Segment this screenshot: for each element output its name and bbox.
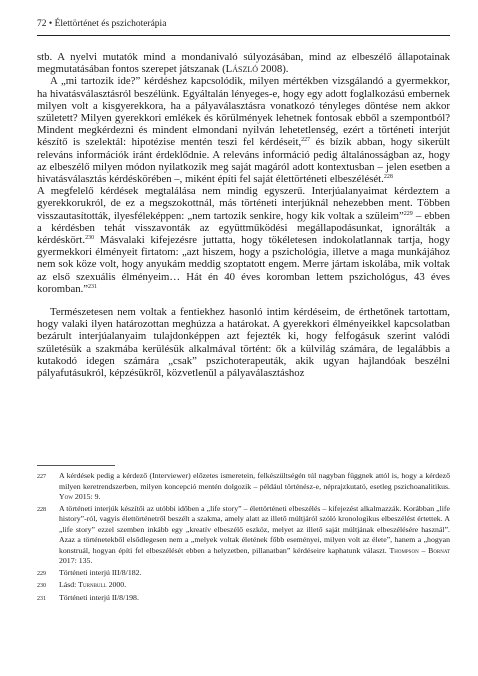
footnote-body: A történeti interjúk készítői az utóbbi időben a „life story” – élettörténeti elbeszélés – kifejezést alkalmazzák. Korábban „life history”-ról, vagyis élettörténetről beszélt a szakma, amely alatt az illető múltjáról szóló kronologikus elbeszélést értettek. A „life story” ezzel szemben inkább egy „kreatív elbeszélő eszköz, melyet az illető saját múltjának elbeszélésére használ”. Azaz a történetekből elsődlegesen nem a „melyek voltak életének főbb eseményei, milyen volt az élete”, hanem a „hogyan konstruál, hogyan építi fel elbeszélését ebben a helyzetben, pillanatban” kérdéseire kaphatunk választ. bbox=[59, 503, 450, 555]
footnote-body: Lásd: bbox=[59, 580, 79, 589]
footnote-ref-227[interactable]: 227 bbox=[301, 137, 311, 144]
footnote-228 bbox=[37, 504, 450, 567]
footnote-citation: Yow bbox=[59, 492, 73, 501]
running-header bbox=[37, 17, 451, 33]
citation-laszlo: László bbox=[225, 63, 259, 76]
paragraph-3-text-b: – ebben a kérdésben tehát visszavonták az együttműködési megállapodásunkat, ignorálták a kérdéskört. bbox=[37, 209, 450, 247]
footnote-ref-228[interactable]: 228 bbox=[383, 174, 393, 181]
paragraph-1-end: 2008). bbox=[258, 63, 289, 76]
main-text bbox=[37, 51, 450, 379]
footnote-ref-231[interactable]: 231 bbox=[88, 283, 98, 290]
footnote-230 bbox=[37, 580, 450, 592]
paragraph-3-text: A megfelelő kérdések megtalálása nem mindig egyszerű. Interjúalanyaimat kérdeztem a gyerekkorukról, de ez a megszokottnál, más történeti interjúknál nehezebben ment. Többen visszautasították, ilyesféleképpen: „nem tartozik senkire, hogy kik voltak a szüleim” bbox=[37, 185, 450, 222]
footnote-rule bbox=[37, 465, 115, 466]
footnote-231 bbox=[37, 593, 450, 605]
footnote-text bbox=[59, 471, 450, 503]
running-title: Élettörténet és pszichoterápia bbox=[54, 19, 167, 29]
footnote-text bbox=[59, 580, 450, 592]
paragraph-2 bbox=[37, 75, 450, 185]
footnote-tail: 2015: 9. bbox=[72, 492, 101, 501]
paragraph-2-text: A „mi tartozik ide?” kérdéshez kapcsolódik, milyen mértékben vizsgálandó a gyermekkor, ha hivatásválasztásról beszélünk. Egyáltalán lényeges-e, hogy egy adott foglalkozású embernek milyen volt a kisgyerekkora, ha a pályaválasztásra vonatkozó tényleges döntése nem akkor született? Milyen gyerekkori emlékek és körülmények lehetnek fontosak ebből a szempontból? Mindent megkérdezni és mindent elmondani nyilván lehetetlenség, ezért a történeti interjút készítő is szelektál: hipotézise mentén teszi fel kérdéseit, bbox=[37, 75, 450, 149]
paragraph-4: Természetesen nem voltak a fentiekhez hasonló intim kérdéseim, de érthetőnek tartottam, hogy valaki ilyen határozottan meghúzza a határokat. A gyerekkori élményeikkel kapcsolatban bezárult interjúalanyaim tulajdonképpen azt fejezték ki, hogy felfogásuk szerint valódi születésük a szakmába kerülésük alkalmával történt: ők a külvilág számára, de legalábbis a kutakodó idegen számára „csak” pszichoterapeuták, akik ugyan hajlandóak beszélni pályafutásukról, képzésükről, közvetlenül a pályaválasztáshoz bbox=[37, 306, 450, 380]
paragraph-1-text: stb. A nyelvi mutatók mind a mondanivaló súlyozásában, mind az elbeszélő állapotainak megmutatásában fontos szerepet játszanak ( bbox=[37, 51, 450, 76]
footnotes bbox=[37, 471, 450, 605]
footnote-citation: Turnbull bbox=[78, 580, 107, 589]
paragraph-1 bbox=[37, 51, 450, 75]
footnote-number: 231 bbox=[37, 595, 46, 602]
footnote-text bbox=[59, 504, 450, 567]
footnote-number: 229 bbox=[37, 570, 46, 577]
paragraph-3-text-c: Másvalaki kifejezésre juttatta, hogy tökéletesen indokolatlannak tartja, hogy gyermekkori élményeit firtatom: „azt hiszem, hogy a pszichológia, illetve a maga munkájához nem sok köze volt, hogy anyukám meddig szoptatott engem. Merre jártam iskolába, mik voltak az első szexuális élményeim… Hát én 40 éves koromban lettem pszichológus, 43 éves koromban.” bbox=[37, 234, 450, 295]
header-separator: • bbox=[48, 19, 53, 29]
footnote-ref-229[interactable]: 229 bbox=[403, 210, 413, 217]
footnote-tail: 2017: 135. bbox=[59, 556, 93, 565]
header-rule bbox=[37, 35, 450, 36]
footnote-number: 227 bbox=[37, 474, 46, 480]
footnote-text: Történeti interjú II/8/198. bbox=[59, 592, 139, 602]
footnote-text: Történeti interjú III/8/182. bbox=[59, 567, 142, 577]
paragraph-2-text-b: és bízik abban, hogy sikerült releváns információk iránt érdeklődnie. A releváns információ pedig általánosságban az, hogy az elbeszélő milyen módon nyilatkozik meg saját magáról adott kontextusban – jelen esetben a hivatásválasztás kérdéskörében –, miként építi fel saját élettörténeti elbeszélését. bbox=[37, 136, 450, 186]
footnote-227 bbox=[37, 471, 450, 503]
footnote-number: 228 bbox=[37, 506, 46, 513]
paragraph-3 bbox=[37, 185, 450, 295]
footnote-body: A kérdések pedig a kérdező (Interviewer) előzetes ismeretein, felkészültségén túl nagyban függnek attól is, hogy a kérdező milyen keretrendszerben, milyen koncepció mentén dolgozik – például történész-e, néprajzkutató, esetleg pszichoanalitikus. bbox=[59, 471, 450, 491]
footnote-ref-230[interactable]: 230 bbox=[85, 235, 95, 242]
footnote-tail: 2000. bbox=[106, 580, 127, 589]
footnote-citation: Thompson – Bornat bbox=[389, 545, 450, 555]
footnote-number: 230 bbox=[37, 583, 46, 589]
footnote-229 bbox=[37, 568, 450, 580]
page-number: 72 bbox=[37, 19, 47, 29]
